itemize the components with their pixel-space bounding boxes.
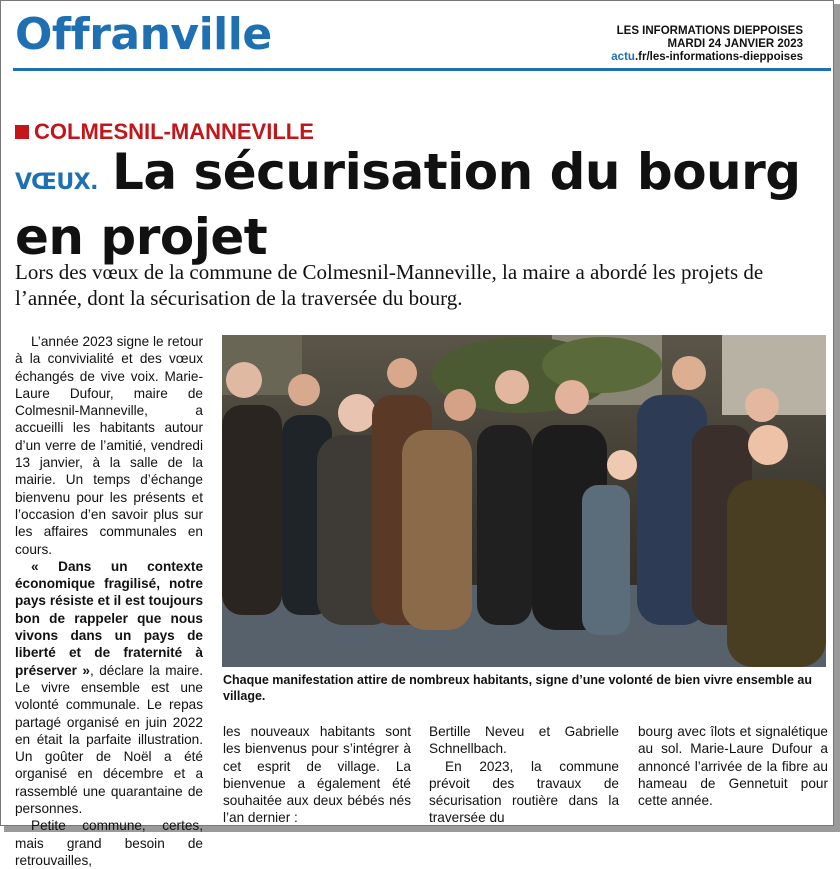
paragraph: bourg avec îlots et signalétique au sol. Marie-Laure Dufour a annoncé l’arrivée de la fibre au hameau de Gennetuit pour cette année.: [638, 724, 828, 809]
publication-name: LES INFORMATIONS DIEPPOISES: [616, 25, 803, 37]
headline-text: La sécurisation du bourg en projet: [15, 143, 801, 266]
url-brand: actu: [611, 51, 635, 63]
column-3: [429, 723, 619, 827]
paragraph: En 2023, la commune prévoit des travaux de sécurisation routière dans la traversée du: [429, 758, 619, 826]
url-rest: .fr/les-informations-dieppoises: [634, 51, 803, 63]
town-heading: Offranville: [15, 9, 272, 60]
paragraph: L’année 2023 signe le retour à la convivialité et des vœux échangés de vive voix. Marie-Laure Dufour, maire de Colmesnil-Manneville, a accueilli les habitants autour d’un verre de l’amitié, vendredi 13 janvier, à la salle de la mairie. Un temps d’échange bienvenu pour les présents et l’occasion d’en savoir plus sur les affaires communales en cours.: [15, 334, 203, 557]
kicker-label: COLMESNIL-MANNEVILLE: [34, 119, 314, 144]
article-photo: [222, 335, 826, 667]
headline: [15, 145, 815, 265]
lead-tag: VŒUX.: [15, 170, 98, 195]
quote: « Dans un contexte économique fragilisé, notre pays résiste et il est toujours bon de rappeler que nous vivons dans un pays de liberté et de fraternité à préserver »: [15, 558, 203, 678]
column-1: [15, 333, 203, 869]
publication-url: [611, 51, 803, 64]
header-rule: [13, 68, 831, 71]
quote-attribution: , déclare la maire. Le vivre ensemble est une volonté communale. Le repas partagé organisé en juin 2022 en était la parfaite illustration. Un goûter de Noël a été organisé en décembre et a rassemblé une quarantaine de personnes.: [15, 662, 204, 817]
paragraph: [15, 558, 203, 817]
publication-info: [611, 25, 803, 64]
column-2: [223, 723, 411, 827]
publication-date: MARDI 24 JANVIER 2023: [667, 38, 803, 50]
paragraph: Petite commune, certes, mais grand besoin de retrouvailles,: [15, 818, 203, 868]
photo-caption: Chaque manifestation attire de nombreux habitants, signe d’une volonté de bien vivre ensemble au village.: [223, 673, 813, 703]
column-4: [638, 723, 828, 809]
paragraph: les nouveaux habitants sont les bienvenus pour s’intégrer à cet esprit de village. La bienvenue a également été souhaitée aux deux bébés nés l’an dernier :: [223, 724, 411, 826]
standfirst: Lors des vœux de la commune de Colmesnil-Manneville, la maire a abordé les projets de l’année, dont la sécurisation de la traversée du bourg.: [15, 260, 764, 310]
paragraph: Bertille Neveu et Gabrielle Schnellbach.: [429, 724, 619, 757]
kicker-square-icon: [15, 125, 29, 139]
group-photo: [222, 335, 826, 667]
kicker: [15, 119, 314, 145]
